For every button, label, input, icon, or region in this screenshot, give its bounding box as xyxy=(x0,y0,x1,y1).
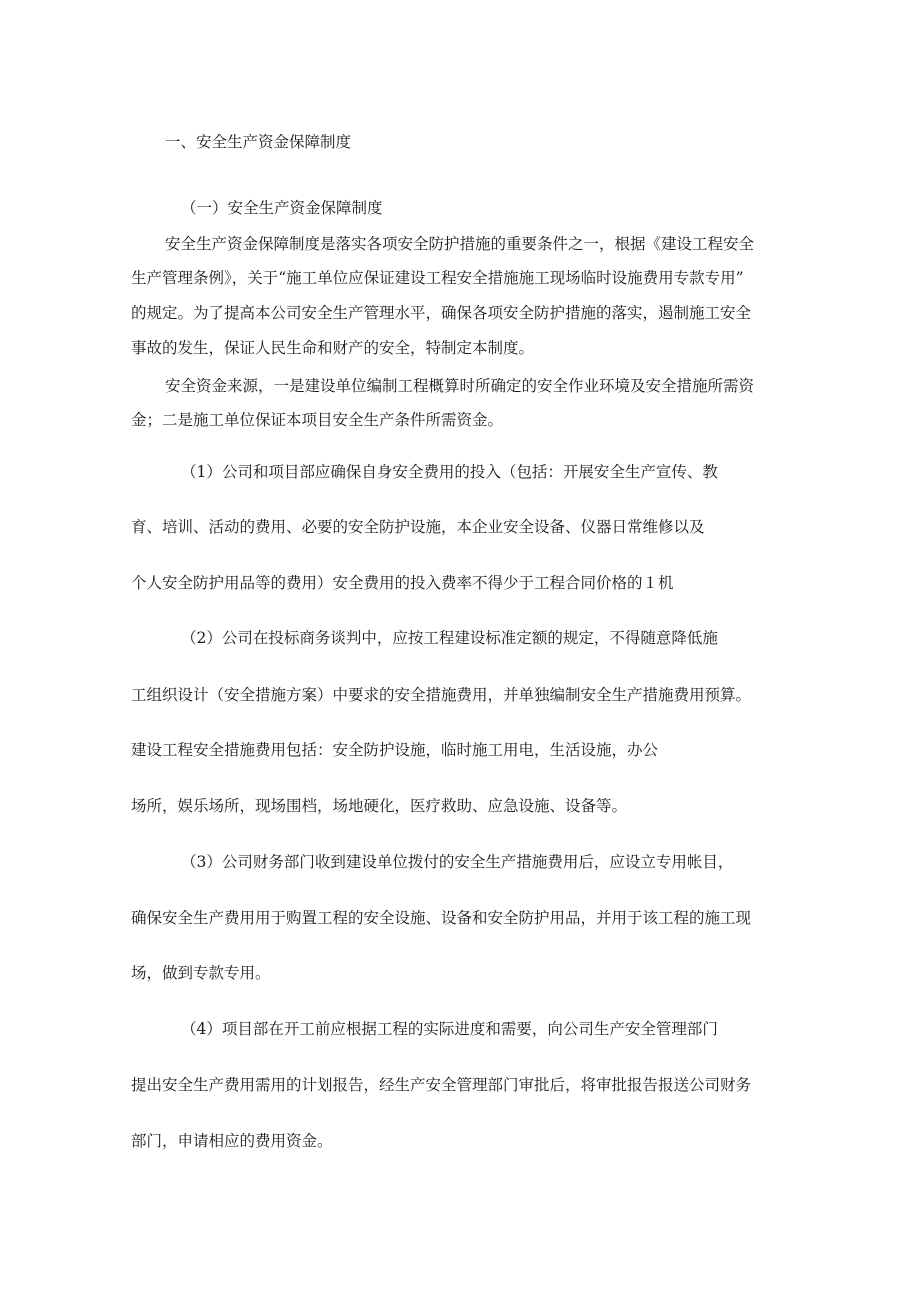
section-heading: 一、安全生产资金保障制度 xyxy=(165,133,352,151)
list-item-line: 提出安全生产费用需用的计划报告，经生产安全管理部门审批后，将审批报告报送公司财务 xyxy=(131,1076,752,1094)
list-item-line: 场所，娱乐场所，现场围档，场地硬化，医疗救助、应急设施、设备等。 xyxy=(131,797,628,815)
list-item-line: 场，做到专款专用。 xyxy=(131,964,271,982)
list-item-line: （3）公司财务部门收到建设单位拨付的安全生产措施费用后，应设立专用帐目， xyxy=(181,853,734,871)
paragraph-line: 的规定。为了提高本公司安全生产管理水平，确保各项安全防护措施的落实，遏制施工安全 xyxy=(131,304,752,322)
paragraph-line: 安全生产资金保障制度是落实各项安全防护措施的重要条件之一，根据《建设工程安全 xyxy=(165,235,755,253)
paragraph-line: 生产管理条例》，关于“施工单位应保证建设工程安全措施施工现场临时设施费用专款专用” xyxy=(131,269,744,287)
list-item-line: 确保安全生产费用用于购置工程的安全设施、设备和安全防护用品，并用于该工程的施工现 xyxy=(131,909,752,927)
paragraph-line: 事故的发生，保证人民生命和财产的安全，特制定本制度。 xyxy=(131,339,535,357)
list-item-line: 育、培训、活动的费用、必要的安全防护设施，本企业安全设备、仪器日常维修以及 xyxy=(131,518,705,536)
list-item-line: 建设工程安全措施费用包括：安全防护设施，临时施工用电，生活设施，办公 xyxy=(131,741,659,759)
subsection-heading: （一）安全生产资金保障制度 xyxy=(181,199,383,217)
list-item-line: （4）项目部在开工前应根据工程的实际进度和需要，向公司生产安全管理部门 xyxy=(181,1020,718,1038)
list-item-line: 部门，申请相应的费用资金。 xyxy=(131,1132,333,1150)
list-item-line: （2）公司在投标商务谈判中，应按工程建设标准定额的规定，不得随意降低施 xyxy=(181,629,718,647)
list-item-line: 个人安全防护用品等的费用）安全费用的投入费率不得少于工程合同价格的１机 xyxy=(131,574,674,592)
list-item-line: 工组织设计（安全措施方案）中要求的安全措施费用，并单独编制安全生产措施费用预算。 xyxy=(131,686,752,704)
list-item-line: （1）公司和项目部应确保自身安全费用的投入（包括：开展安全生产宣传、教 xyxy=(181,463,718,481)
paragraph-line: 安全资金来源，一是建设单位编制工程概算时所确定的安全作业环境及安全措施所需资 xyxy=(165,377,755,395)
paragraph-line: 金；二是施工单位保证本项目安全生产条件所需资金。 xyxy=(131,411,504,429)
